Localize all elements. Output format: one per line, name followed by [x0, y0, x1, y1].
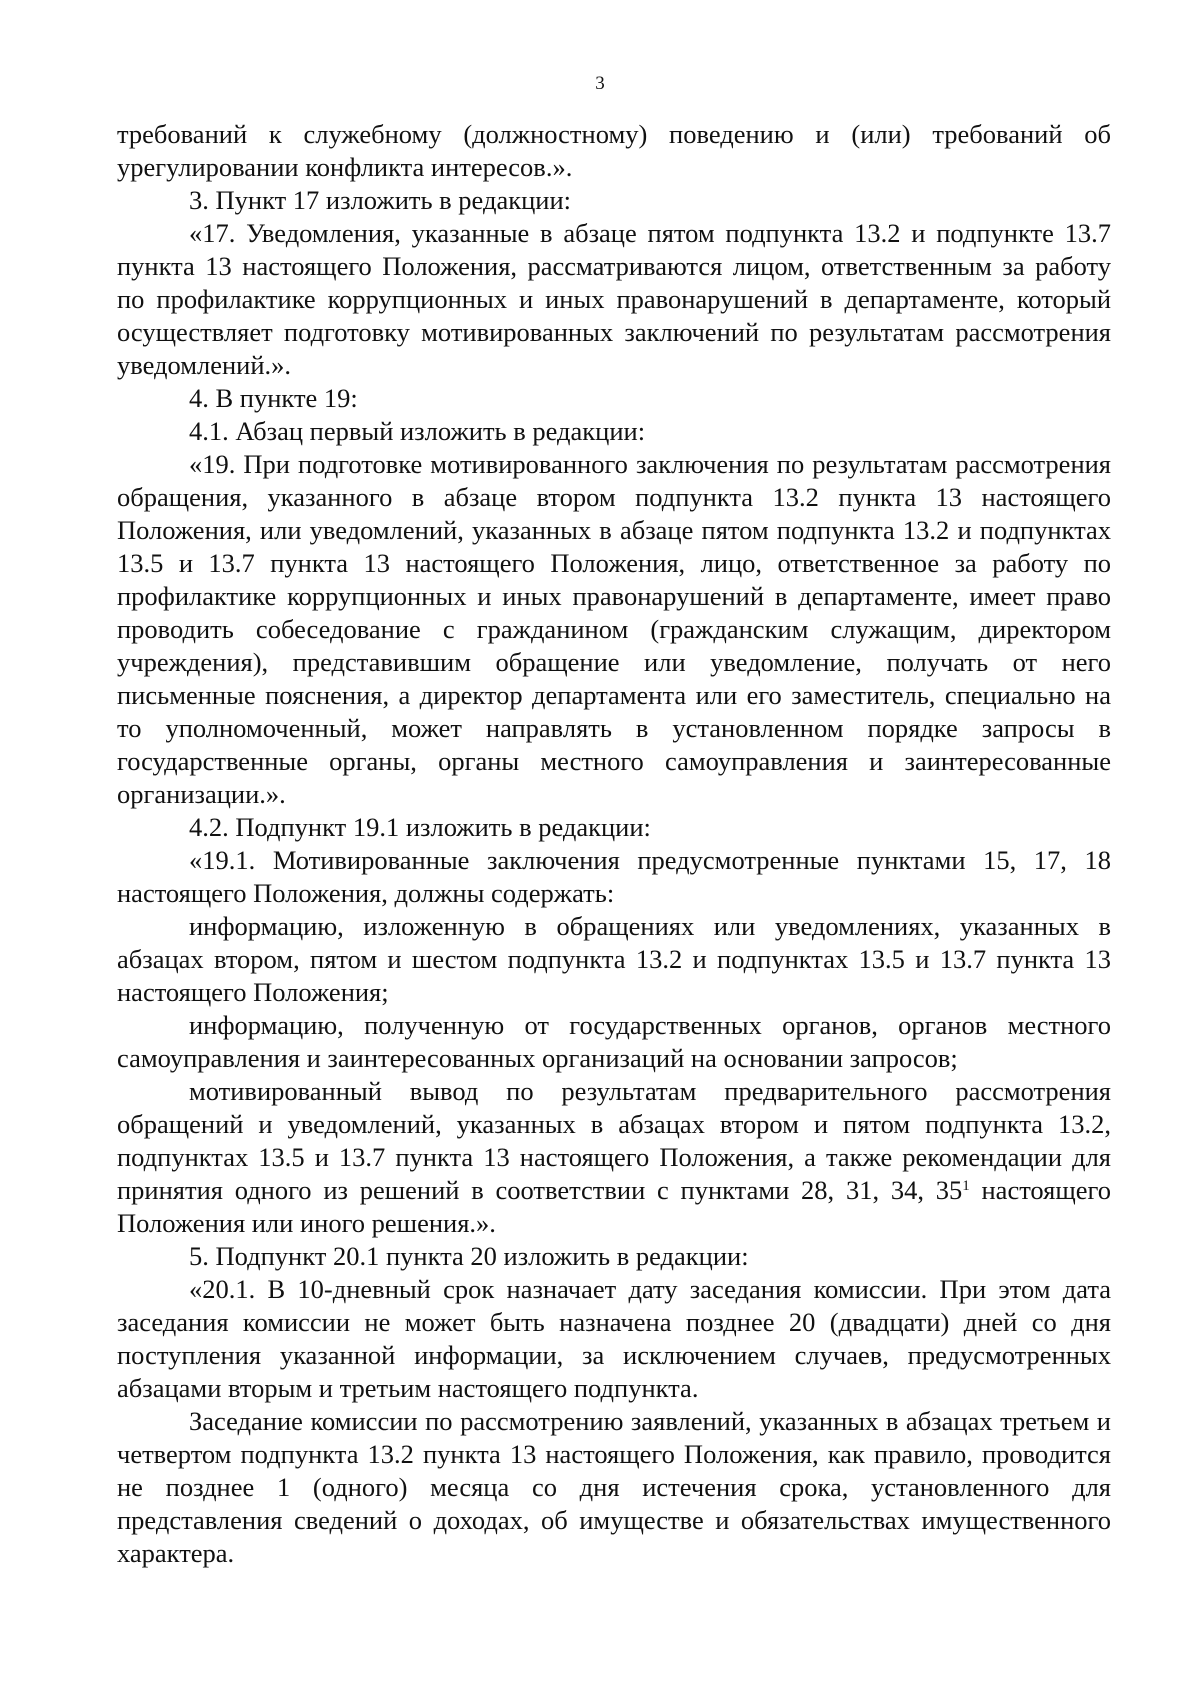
paragraph [117, 844, 1111, 910]
paragraph-text: информацию, изложенную в обращениях или уведомлениях, указанных в абзацах втором, пятом и шестом подпункта 13.2 и подпунктах 13.5 и 13.7 пункта 13 настоящего Положения; [117, 911, 1111, 1007]
paragraph-text: 3. Пункт 17 изложить в редакции: [189, 185, 571, 215]
paragraph-text: 4.1. Абзац первый изложить в редакции: [189, 416, 646, 446]
paragraph [117, 1405, 1111, 1570]
paragraph-text: «19. При подготовке мотивированного заключения по результатам рассмотрения обращения, указанного в абзаце втором подпункта 13.2 пункта 13 настоящего Положения, или уведомлений, указанных в абзаце пятом подпункта 13.2 и подпунктах 13.5 и 13.7 пункта 13 настоящего Положения, лицо, ответственное за работу по профилактике коррупционных и иных правонарушений в департаменте, имеет право проводить собеседование с гражданином (гражданским служащим, директором учреждения), представившим обращение или уведомление, получать от него письменные пояснения, а директор департамента или его заместитель, специально на то уполномоченный, может направлять в установленном порядке запросы в государственные органы, органы местного самоуправления и заинтересованные организации.». [117, 449, 1111, 809]
paragraph-text: «20.1. В 10-дневный срок назначает дату заседания комиссии. При этом дата заседания комиссии не может быть назначена позднее 20 (двадцати) дней со дня поступления указанной информации, за исключением случаев, предусмотренных абзацами вторым и третьим настоящего подпункта. [117, 1274, 1111, 1403]
paragraph-text: «17. Уведомления, указанные в абзаце пятом подпункта 13.2 и подпункте 13.7 пункта 13 настоящего Положения, рассматриваются лицом, ответственным за работу по профилактике коррупционных и иных правонарушений в департаменте, который осуществляет подготовку мотивированных заключений по результатам рассмотрения уведомлений.». [117, 218, 1111, 380]
paragraph [117, 1075, 1111, 1240]
paragraph-text: 4. В пункте 19: [189, 383, 358, 413]
page-number: 3 [595, 73, 605, 94]
superscript: 1 [962, 1178, 970, 1194]
paragraph [117, 910, 1111, 1009]
paragraph [117, 415, 1111, 448]
paragraph [117, 217, 1111, 382]
paragraph [117, 811, 1111, 844]
paragraph [117, 118, 1111, 184]
paragraph [117, 1009, 1111, 1075]
document-body [117, 118, 1111, 1570]
paragraph-text: требований к служебному (должностному) поведению и (или) требований об урегулировании конфликта интересов.». [117, 119, 1111, 182]
paragraph-text-tail: настоящего Положения или иного решения.». [117, 1175, 1111, 1238]
paragraph-text: мотивированный вывод по результатам предварительного рассмотрения обращений и уведомлений, указанных в абзацах втором и пятом подпункта 13.2, подпунктах 13.5 и 13.7 пункта 13 настоящего Положения, а также рекомендации для принятия одного из решений в соответствии с пунктами 28, 31, 34, 35 [117, 1076, 1111, 1205]
paragraph [117, 184, 1111, 217]
paragraph [117, 382, 1111, 415]
paragraph [117, 1273, 1111, 1405]
paragraph [117, 448, 1111, 811]
paragraph-text: Заседание комиссии по рассмотрению заявлений, указанных в абзацах третьем и четвертом подпункта 13.2 пункта 13 настоящего Положения, как правило, проводится не позднее 1 (одного) месяца со дня истечения срока, установленного для представления сведений о доходах, об имуществе и обязательствах имущественного характера. [117, 1406, 1111, 1568]
paragraph [117, 1240, 1111, 1273]
paragraph-text: 5. Подпункт 20.1 пункта 20 изложить в редакции: [189, 1241, 749, 1271]
paragraph-text: 4.2. Подпункт 19.1 изложить в редакции: [189, 812, 651, 842]
paragraph-text: информацию, полученную от государственных органов, органов местного самоуправления и заинтересованных организаций на основании запросов; [117, 1010, 1111, 1073]
paragraph-text: «19.1. Мотивированные заключения предусмотренные пунктами 15, 17, 18 настоящего Положения, должны содержать: [117, 845, 1111, 908]
